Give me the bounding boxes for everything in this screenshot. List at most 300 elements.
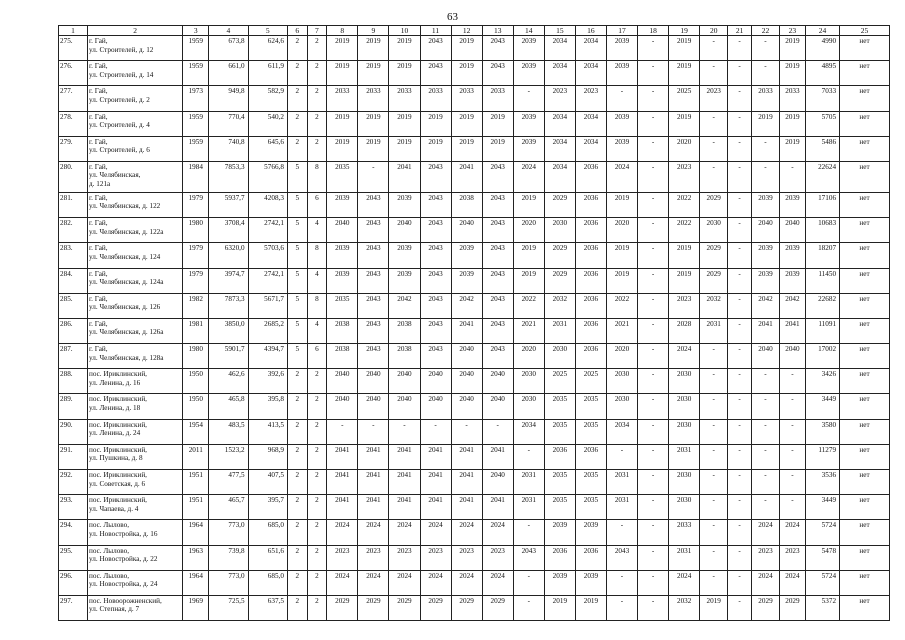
- cell-col-24: 4895: [805, 61, 839, 86]
- cell-col-3: 1959: [183, 61, 209, 86]
- cell-col-23: -: [779, 470, 805, 495]
- cell-col-18: -: [638, 161, 669, 192]
- cell-col-25: нет: [840, 318, 890, 343]
- cell-col-8: 2038: [327, 318, 358, 343]
- cell-col-10: 2019: [389, 61, 420, 86]
- cell-col-10: 2019: [389, 136, 420, 161]
- cell-col-23: 2023: [779, 545, 805, 570]
- cell-col-11: 2041: [420, 444, 451, 469]
- cell-col-11: 2043: [420, 218, 451, 243]
- row-number: 277.: [59, 86, 88, 111]
- cell-col-17: 2019: [606, 268, 637, 293]
- cell-col-21: -: [728, 570, 752, 595]
- address-line: ул. Ленина, д. 24: [89, 429, 141, 438]
- cell-col-24: 3536: [805, 470, 839, 495]
- cell-col-25: нет: [840, 419, 890, 444]
- cell-col-5: 2685,2: [248, 318, 287, 343]
- cell-col-25: нет: [840, 520, 890, 545]
- column-header-8: 8: [327, 26, 358, 36]
- cell-col-5: 413,5: [248, 419, 287, 444]
- cell-col-22: -: [752, 161, 780, 192]
- cell-col-10: 2041: [389, 495, 420, 520]
- cell-col-24: 3449: [805, 495, 839, 520]
- cell-col-24: 7033: [805, 86, 839, 111]
- cell-col-16: 2035: [575, 470, 606, 495]
- cell-col-13: 2024: [482, 570, 513, 595]
- cell-col-3: 1951: [183, 470, 209, 495]
- address-cell: [88, 369, 183, 394]
- cell-col-6: 2: [287, 419, 307, 444]
- cell-col-24: 11450: [805, 268, 839, 293]
- cell-col-13: 2043: [482, 161, 513, 192]
- cell-col-21: -: [728, 369, 752, 394]
- address-line: ул. Строителей, д. 12: [89, 45, 154, 54]
- address-line: г. Гай,: [89, 62, 108, 71]
- cell-col-4: 5937,7: [209, 192, 248, 217]
- cell-col-8: 2019: [327, 36, 358, 61]
- cell-col-15: 2029: [544, 243, 575, 268]
- cell-col-12: 2019: [451, 61, 482, 86]
- cell-col-25: нет: [840, 61, 890, 86]
- cell-col-9: 2043: [358, 192, 389, 217]
- address-line: пос. Ириклинский,: [89, 471, 147, 479]
- cell-col-12: 2041: [451, 470, 482, 495]
- column-header-9: 9: [358, 26, 389, 36]
- cell-col-22: 2029: [752, 595, 780, 620]
- row-number: 282.: [59, 218, 88, 243]
- cell-col-17: 2030: [606, 369, 637, 394]
- address-line: ул. Челябинская, д. 122а: [89, 227, 164, 236]
- cell-col-23: 2042: [779, 293, 805, 318]
- table-row: [59, 136, 890, 161]
- cell-col-7: 2: [307, 369, 327, 394]
- cell-col-17: 2020: [606, 344, 637, 369]
- cell-col-15: 2029: [544, 192, 575, 217]
- cell-col-10: 2041: [389, 470, 420, 495]
- cell-col-23: 2040: [779, 344, 805, 369]
- cell-col-3: 1981: [183, 318, 209, 343]
- cell-col-3: 2011: [183, 444, 209, 469]
- cell-col-8: 2040: [327, 394, 358, 419]
- cell-col-9: -: [358, 161, 389, 192]
- cell-col-13: 2024: [482, 520, 513, 545]
- cell-col-20: -: [700, 111, 728, 136]
- address-line: ул. Пушкина, д. 8: [89, 454, 143, 463]
- cell-col-9: 2024: [358, 520, 389, 545]
- cell-col-8: 2023: [327, 545, 358, 570]
- address-line: г. Гай,: [89, 319, 108, 328]
- cell-col-7: 8: [307, 161, 327, 192]
- cell-col-6: 2: [287, 545, 307, 570]
- cell-col-21: -: [728, 545, 752, 570]
- cell-col-22: -: [752, 394, 780, 419]
- cell-col-17: -: [606, 444, 637, 469]
- cell-col-7: 2: [307, 570, 327, 595]
- column-header-6: 6: [287, 26, 307, 36]
- cell-col-22: 2040: [752, 218, 780, 243]
- address-line: г. Гай,: [89, 112, 108, 121]
- address-cell: [88, 161, 183, 192]
- cell-col-23: 2019: [779, 111, 805, 136]
- cell-col-7: 2: [307, 595, 327, 620]
- row-number: 284.: [59, 268, 88, 293]
- cell-col-6: 2: [287, 595, 307, 620]
- cell-col-5: 645,6: [248, 136, 287, 161]
- cell-col-20: -: [700, 36, 728, 61]
- column-header-4: 4: [209, 26, 248, 36]
- cell-col-19: 2019: [669, 243, 700, 268]
- address-line: ул. Строителей, д. 2: [89, 95, 150, 104]
- cell-col-18: -: [638, 595, 669, 620]
- cell-col-10: 2041: [389, 444, 420, 469]
- cell-col-12: 2041: [451, 495, 482, 520]
- cell-col-25: нет: [840, 369, 890, 394]
- table-row: [59, 470, 890, 495]
- cell-col-14: 2043: [513, 545, 544, 570]
- cell-col-25: нет: [840, 444, 890, 469]
- page-number: 63: [447, 11, 458, 23]
- cell-col-14: -: [513, 595, 544, 620]
- cell-col-16: 2019: [575, 595, 606, 620]
- row-number: 297.: [59, 595, 88, 620]
- cell-col-10: 2039: [389, 243, 420, 268]
- cell-col-4: 725,5: [209, 595, 248, 620]
- table-row: [59, 192, 890, 217]
- address-cell: [88, 344, 183, 369]
- cell-col-11: 2040: [420, 394, 451, 419]
- cell-col-4: 673,8: [209, 36, 248, 61]
- cell-col-8: 2039: [327, 268, 358, 293]
- cell-col-18: -: [638, 136, 669, 161]
- cell-col-5: 4394,7: [248, 344, 287, 369]
- cell-col-13: 2043: [482, 36, 513, 61]
- cell-col-3: 1950: [183, 369, 209, 394]
- table-row: [59, 268, 890, 293]
- cell-col-13: 2043: [482, 268, 513, 293]
- row-number: 287.: [59, 344, 88, 369]
- column-header-22: 22: [752, 26, 780, 36]
- cell-col-6: 2: [287, 36, 307, 61]
- cell-col-14: 2031: [513, 495, 544, 520]
- cell-col-12: 2041: [451, 318, 482, 343]
- cell-col-9: 2043: [358, 218, 389, 243]
- cell-col-17: 2019: [606, 243, 637, 268]
- cell-col-6: 5: [287, 268, 307, 293]
- cell-col-4: 739,8: [209, 545, 248, 570]
- cell-col-17: -: [606, 520, 637, 545]
- cell-col-13: -: [482, 419, 513, 444]
- cell-col-14: 2031: [513, 470, 544, 495]
- cell-col-18: -: [638, 344, 669, 369]
- cell-col-4: 7873,3: [209, 293, 248, 318]
- column-header-5: 5: [248, 26, 287, 36]
- cell-col-23: 2039: [779, 192, 805, 217]
- cell-col-6: 2: [287, 111, 307, 136]
- address-cell: [88, 394, 183, 419]
- cell-col-18: -: [638, 192, 669, 217]
- cell-col-8: 2039: [327, 192, 358, 217]
- cell-col-21: -: [728, 243, 752, 268]
- cell-col-21: -: [728, 520, 752, 545]
- cell-col-9: 2023: [358, 545, 389, 570]
- cell-col-4: 3974,7: [209, 268, 248, 293]
- cell-col-11: 2043: [420, 318, 451, 343]
- cell-col-14: 2024: [513, 161, 544, 192]
- address-line: ул. Советская, д. 6: [89, 479, 146, 488]
- cell-col-4: 949,8: [209, 86, 248, 111]
- table-row: [59, 545, 890, 570]
- cell-col-12: 2041: [451, 444, 482, 469]
- cell-col-19: 2019: [669, 36, 700, 61]
- cell-col-15: 2036: [544, 444, 575, 469]
- row-number: 288.: [59, 369, 88, 394]
- cell-col-15: 2035: [544, 495, 575, 520]
- cell-col-15: 2035: [544, 470, 575, 495]
- cell-col-25: нет: [840, 36, 890, 61]
- cell-col-4: 740,8: [209, 136, 248, 161]
- cell-col-18: -: [638, 293, 669, 318]
- cell-col-15: 2039: [544, 520, 575, 545]
- column-header-19: 19: [669, 26, 700, 36]
- row-number: 296.: [59, 570, 88, 595]
- cell-col-19: 2031: [669, 444, 700, 469]
- cell-col-24: 4990: [805, 36, 839, 61]
- cell-col-10: 2024: [389, 520, 420, 545]
- cell-col-17: -: [606, 570, 637, 595]
- cell-col-19: 2030: [669, 369, 700, 394]
- cell-col-19: 2032: [669, 595, 700, 620]
- address-line: г. Гай,: [89, 193, 108, 202]
- cell-col-3: 1979: [183, 243, 209, 268]
- cell-col-21: -: [728, 595, 752, 620]
- cell-col-14: 2019: [513, 268, 544, 293]
- address-line: ул. Новостройка, д. 22: [89, 555, 158, 564]
- cell-col-22: 2042: [752, 293, 780, 318]
- cell-col-8: 2038: [327, 344, 358, 369]
- table-row: [59, 293, 890, 318]
- cell-col-24: 5724: [805, 520, 839, 545]
- cell-col-4: 465,8: [209, 394, 248, 419]
- address-cell: [88, 444, 183, 469]
- column-header-10: 10: [389, 26, 420, 36]
- address-cell: [88, 218, 183, 243]
- cell-col-25: нет: [840, 595, 890, 620]
- cell-col-3: 1959: [183, 136, 209, 161]
- cell-col-25: нет: [840, 111, 890, 136]
- address-line: ул. Челябинская, д. 126а: [89, 328, 164, 337]
- cell-col-8: 2024: [327, 520, 358, 545]
- cell-col-21: -: [728, 111, 752, 136]
- cell-col-10: 2038: [389, 344, 420, 369]
- cell-col-24: 5478: [805, 545, 839, 570]
- cell-col-15: 2025: [544, 369, 575, 394]
- cell-col-3: 1980: [183, 344, 209, 369]
- cell-col-16: 2036: [575, 161, 606, 192]
- cell-col-8: 2024: [327, 570, 358, 595]
- cell-col-17: 2039: [606, 111, 637, 136]
- cell-col-13: 2029: [482, 595, 513, 620]
- cell-col-15: 2032: [544, 293, 575, 318]
- cell-col-18: -: [638, 318, 669, 343]
- cell-col-20: 2019: [700, 595, 728, 620]
- cell-col-10: 2033: [389, 86, 420, 111]
- cell-col-3: 1984: [183, 161, 209, 192]
- cell-col-5: 5671,7: [248, 293, 287, 318]
- cell-col-7: 2: [307, 86, 327, 111]
- address-line: г. Гай,: [89, 137, 108, 146]
- cell-col-5: 392,6: [248, 369, 287, 394]
- cell-col-22: -: [752, 495, 780, 520]
- cell-col-17: 2020: [606, 218, 637, 243]
- cell-col-5: 2742,1: [248, 268, 287, 293]
- cell-col-18: -: [638, 444, 669, 469]
- cell-col-22: -: [752, 470, 780, 495]
- cell-col-3: 1982: [183, 293, 209, 318]
- cell-col-20: -: [700, 61, 728, 86]
- cell-col-3: 1951: [183, 495, 209, 520]
- cell-col-15: 2019: [544, 595, 575, 620]
- cell-col-9: 2043: [358, 243, 389, 268]
- address-line: пос. Ириклинский,: [89, 496, 147, 505]
- cell-col-16: 2034: [575, 111, 606, 136]
- cell-col-19: 2025: [669, 86, 700, 111]
- column-header-17: 17: [606, 26, 637, 36]
- row-number: 285.: [59, 293, 88, 318]
- cell-col-25: нет: [840, 495, 890, 520]
- address-cell: [88, 520, 183, 545]
- cell-col-4: 5901,7: [209, 344, 248, 369]
- cell-col-11: 2029: [420, 595, 451, 620]
- cell-col-11: 2043: [420, 293, 451, 318]
- cell-col-20: 2029: [700, 268, 728, 293]
- cell-col-6: 2: [287, 520, 307, 545]
- cell-col-22: 2040: [752, 344, 780, 369]
- cell-col-16: 2036: [575, 268, 606, 293]
- address-cell: [88, 61, 183, 86]
- cell-col-15: 2029: [544, 268, 575, 293]
- cell-col-16: 2039: [575, 570, 606, 595]
- cell-col-12: 2019: [451, 136, 482, 161]
- cell-col-24: 5372: [805, 595, 839, 620]
- cell-col-8: 2019: [327, 61, 358, 86]
- cell-col-5: 395,8: [248, 394, 287, 419]
- table-row: [59, 36, 890, 61]
- address-cell: [88, 192, 183, 217]
- cell-col-18: -: [638, 394, 669, 419]
- cell-col-5: 5703,6: [248, 243, 287, 268]
- address-cell: [88, 86, 183, 111]
- cell-col-19: 2024: [669, 344, 700, 369]
- cell-col-5: 582,9: [248, 86, 287, 111]
- cell-col-25: нет: [840, 394, 890, 419]
- cell-col-16: 2036: [575, 444, 606, 469]
- address-line: пос. Новоорожненский,: [89, 596, 162, 605]
- row-number: 286.: [59, 318, 88, 343]
- cell-col-13: 2040: [482, 394, 513, 419]
- cell-col-9: 2043: [358, 268, 389, 293]
- cell-col-12: -: [451, 419, 482, 444]
- address-line: г. Гай,: [89, 87, 108, 96]
- cell-col-4: 477,5: [209, 470, 248, 495]
- cell-col-7: 8: [307, 293, 327, 318]
- address-line: пос. Лылово,: [89, 546, 130, 555]
- row-number: 291.: [59, 444, 88, 469]
- row-number: 279.: [59, 136, 88, 161]
- cell-col-7: 4: [307, 318, 327, 343]
- cell-col-20: -: [700, 570, 728, 595]
- cell-col-23: 2019: [779, 61, 805, 86]
- cell-col-11: 2043: [420, 36, 451, 61]
- cell-col-22: -: [752, 36, 780, 61]
- cell-col-6: 2: [287, 444, 307, 469]
- cell-col-6: 2: [287, 86, 307, 111]
- cell-col-3: 1964: [183, 520, 209, 545]
- address-cell: [88, 111, 183, 136]
- cell-col-5: 637,5: [248, 595, 287, 620]
- address-cell: [88, 243, 183, 268]
- cell-col-11: 2043: [420, 344, 451, 369]
- cell-col-12: 2019: [451, 36, 482, 61]
- cell-col-7: 6: [307, 192, 327, 217]
- cell-col-10: 2023: [389, 545, 420, 570]
- cell-col-23: -: [779, 495, 805, 520]
- cell-col-14: 2030: [513, 369, 544, 394]
- address-line: пос. Ириклинский,: [89, 370, 147, 379]
- table-row: [59, 495, 890, 520]
- row-number: 289.: [59, 394, 88, 419]
- cell-col-23: 2041: [779, 318, 805, 343]
- table-body: [59, 36, 890, 621]
- cell-col-15: 2034: [544, 36, 575, 61]
- cell-col-3: 1979: [183, 192, 209, 217]
- row-number: 295.: [59, 545, 88, 570]
- cell-col-15: 2031: [544, 318, 575, 343]
- table-row: [59, 161, 890, 192]
- cell-col-19: 2022: [669, 192, 700, 217]
- cell-col-25: нет: [840, 218, 890, 243]
- cell-col-16: 2036: [575, 344, 606, 369]
- cell-col-24: 22682: [805, 293, 839, 318]
- cell-col-12: 2023: [451, 545, 482, 570]
- cell-col-5: 685,0: [248, 570, 287, 595]
- cell-col-23: 2019: [779, 136, 805, 161]
- cell-col-17: 2031: [606, 495, 637, 520]
- cell-col-17: 2019: [606, 192, 637, 217]
- cell-col-17: 2024: [606, 161, 637, 192]
- cell-col-20: -: [700, 545, 728, 570]
- cell-col-12: 2039: [451, 268, 482, 293]
- row-number: 278.: [59, 111, 88, 136]
- cell-col-13: 2041: [482, 495, 513, 520]
- cell-col-8: 2041: [327, 495, 358, 520]
- cell-col-16: 2036: [575, 192, 606, 217]
- address-line: ул. Челябинская, д. 124: [89, 252, 161, 261]
- cell-col-18: -: [638, 545, 669, 570]
- cell-col-25: нет: [840, 243, 890, 268]
- cell-col-21: -: [728, 218, 752, 243]
- cell-col-3: 1954: [183, 419, 209, 444]
- cell-col-4: 6320,0: [209, 243, 248, 268]
- cell-col-10: 2019: [389, 111, 420, 136]
- table-row: [59, 243, 890, 268]
- cell-col-13: 2043: [482, 192, 513, 217]
- address-line: ул. Новостройка, д. 24: [89, 580, 158, 589]
- cell-col-24: 10683: [805, 218, 839, 243]
- cell-col-12: 2039: [451, 243, 482, 268]
- cell-col-4: 7853,3: [209, 161, 248, 192]
- cell-col-10: -: [389, 419, 420, 444]
- table-row: [59, 394, 890, 419]
